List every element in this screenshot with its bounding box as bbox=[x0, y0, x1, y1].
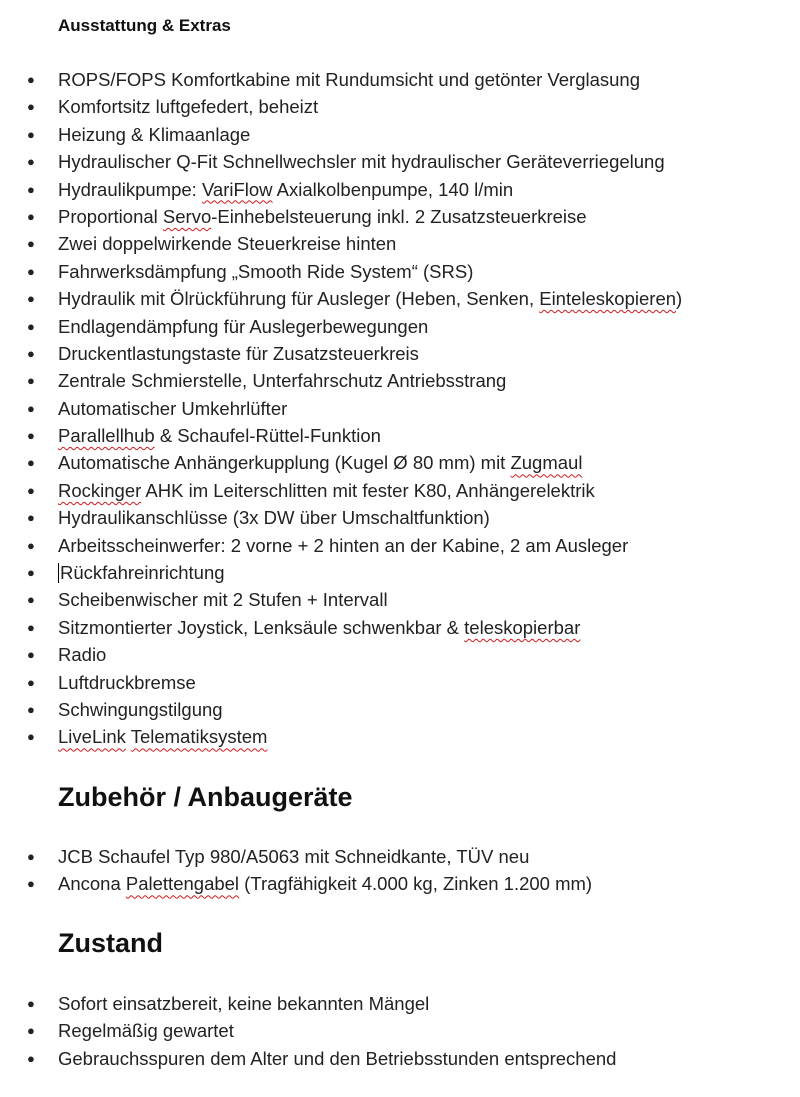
condition-list bbox=[0, 990, 616, 1072]
list-item bbox=[0, 559, 682, 586]
item-text: JCB Schaufel Typ 980/A5063 mit Schneidkante, TÜV neu bbox=[58, 846, 530, 867]
section-heading-accessories: Zubehör / Anbaugeräte bbox=[58, 782, 353, 812]
bullet-icon: ● bbox=[27, 126, 35, 142]
misspelled-word: Palettengabel bbox=[125, 873, 240, 895]
item-text: ) bbox=[676, 288, 683, 310]
item-text: Sofort einsatzbereit, keine bekannten Mängel bbox=[58, 993, 430, 1014]
list-item bbox=[0, 1045, 616, 1072]
accessories-list bbox=[0, 843, 592, 898]
bullet-icon: ● bbox=[27, 373, 35, 389]
section-heading-condition: Zustand bbox=[58, 928, 163, 958]
bullet-icon: ● bbox=[27, 154, 35, 170]
item-text: (Tragfähigkeit 4.000 kg, Zinken 1.200 mm) bbox=[239, 873, 593, 895]
list-item bbox=[0, 340, 682, 367]
list-item bbox=[0, 449, 682, 476]
item-text: Endlagendämpfung für Auslegerbewegungen bbox=[58, 315, 429, 337]
item-text: Rückfahreinrichtung bbox=[60, 562, 225, 584]
misspelled-word: VariFlow bbox=[201, 178, 273, 200]
list-item bbox=[0, 843, 592, 870]
list-item bbox=[0, 93, 682, 120]
bullet-icon: ● bbox=[27, 510, 35, 526]
bullet-icon: ● bbox=[27, 181, 35, 197]
item-text: Gebrauchsspuren dem Alter und den Betriebsstunden entsprechend bbox=[58, 1047, 617, 1069]
item-text: Ancona bbox=[58, 873, 126, 895]
bullet-icon: ● bbox=[27, 482, 35, 498]
item-text: Hydraulikanschlüsse (3x DW über Umschaltfunktion) bbox=[58, 507, 490, 529]
bullet-icon: ● bbox=[27, 592, 35, 608]
misspelled-word: Einteleskopieren bbox=[539, 288, 677, 310]
misspelled-word: teleskopierbar bbox=[464, 616, 581, 638]
bullet-icon: ● bbox=[27, 99, 35, 115]
bullet-icon: ● bbox=[27, 1050, 35, 1066]
bullet-icon: ● bbox=[27, 619, 35, 635]
bullet-icon: ● bbox=[27, 876, 35, 892]
misspelled-word: Parallellhub bbox=[58, 425, 155, 447]
list-item bbox=[0, 422, 682, 449]
bullet-icon: ● bbox=[27, 455, 35, 471]
item-text: Regelmäßig gewartet bbox=[58, 1020, 234, 1042]
item-text: Fahrwerksdämpfung „Smooth Ride System“ (SRS) bbox=[58, 260, 474, 282]
bullet-icon: ● bbox=[27, 537, 35, 553]
item-text: Komfortsitz luftgefedert, beheizt bbox=[58, 96, 319, 118]
bullet-icon: ● bbox=[27, 647, 35, 663]
bullet-icon: ● bbox=[27, 701, 35, 717]
misspelled-word: Telematiksystem bbox=[130, 726, 268, 748]
item-text: Radio bbox=[58, 644, 107, 666]
item-text: Hydraulik mit Ölrückführung für Ausleger (Heben, Senken, bbox=[58, 288, 540, 310]
bullet-icon: ● bbox=[27, 345, 35, 361]
item-text: Hydraulischer Q-Fit Schnellwechsler mit hydraulischer Geräteverriegelung bbox=[58, 151, 665, 173]
misspelled-word: Rockinger bbox=[58, 479, 142, 501]
item-text: Automatischer Umkehrlüfter bbox=[58, 397, 288, 419]
list-item bbox=[0, 121, 682, 148]
bullet-icon: ● bbox=[27, 428, 35, 444]
bullet-icon: ● bbox=[27, 236, 35, 252]
bullet-icon: ● bbox=[27, 291, 35, 307]
bullet-icon: ● bbox=[27, 729, 35, 745]
item-text: Druckentlastungstaste für Zusatzsteuerkreis bbox=[58, 342, 419, 364]
item-text: Sitzmontierter Joystick, Lenksäule schwenkbar & bbox=[58, 616, 465, 638]
list-item bbox=[0, 990, 616, 1017]
misspelled-word: LiveLink bbox=[58, 726, 126, 748]
list-item bbox=[0, 203, 682, 230]
list-item bbox=[0, 1017, 616, 1044]
item-text: Schwingungstilgung bbox=[58, 698, 223, 720]
item-text: Zwei doppelwirkende Steuerkreise hinten bbox=[58, 233, 397, 255]
list-item bbox=[0, 367, 682, 394]
list-item bbox=[0, 176, 682, 203]
item-text: ROPS/FOPS Komfortkabine mit Rundumsicht und getönter Verglasung bbox=[58, 69, 641, 90]
text-cursor bbox=[58, 563, 59, 583]
list-item bbox=[0, 258, 682, 285]
misspelled-word: Servo bbox=[162, 205, 212, 227]
list-item bbox=[0, 641, 682, 668]
list-item bbox=[0, 230, 682, 257]
misspelled-word: Zugmaul bbox=[510, 452, 583, 474]
item-text: Zentrale Schmierstelle, Unterfahrschutz Antriebsstrang bbox=[58, 370, 507, 392]
item-text: Hydraulikpumpe: bbox=[58, 178, 202, 200]
item-text: Scheibenwischer mit 2 Stufen + Intervall bbox=[58, 589, 388, 611]
list-item bbox=[0, 669, 682, 696]
list-item bbox=[0, 532, 682, 559]
list-item bbox=[0, 285, 682, 312]
list-item bbox=[0, 66, 682, 93]
item-text: Luftdruckbremse bbox=[58, 671, 196, 693]
section-heading-equipment: Ausstattung & Extras bbox=[58, 16, 231, 35]
item-text: Heizung & Klimaanlage bbox=[58, 123, 251, 145]
list-item bbox=[0, 504, 682, 531]
list-item bbox=[0, 723, 682, 750]
list-item bbox=[0, 614, 682, 641]
list-item bbox=[0, 696, 682, 723]
list-item bbox=[0, 477, 682, 504]
item-text: -Einhebelsteuerung inkl. 2 Zusatzsteuerkreise bbox=[211, 205, 587, 227]
bullet-icon: ● bbox=[27, 72, 35, 87]
item-text: Proportional bbox=[58, 205, 163, 227]
bullet-icon: ● bbox=[27, 1023, 35, 1039]
list-item bbox=[0, 395, 682, 422]
item-text: & Schaufel-Rüttel-Funktion bbox=[154, 425, 381, 447]
bullet-icon: ● bbox=[27, 400, 35, 416]
list-item bbox=[0, 313, 682, 340]
item-text: Automatische Anhängerkupplung (Kugel Ø 80 mm) mit bbox=[58, 452, 511, 474]
equipment-list bbox=[0, 66, 682, 751]
bullet-icon: ● bbox=[27, 318, 35, 334]
item-text: Axialkolbenpumpe, 140 l/min bbox=[272, 178, 514, 200]
bullet-icon: ● bbox=[27, 674, 35, 690]
bullet-icon: ● bbox=[27, 849, 35, 864]
bullet-icon: ● bbox=[27, 263, 35, 279]
bullet-icon: ● bbox=[27, 208, 35, 224]
item-text: Arbeitsscheinwerfer: 2 vorne + 2 hinten an der Kabine, 2 am Ausleger bbox=[58, 534, 629, 556]
list-item bbox=[0, 148, 682, 175]
item-text: AHK im Leiterschlitten mit fester K80, Anhängerelektrik bbox=[141, 479, 595, 501]
bullet-icon: ● bbox=[27, 996, 35, 1011]
bullet-icon: ● bbox=[27, 565, 35, 581]
list-item bbox=[0, 586, 682, 613]
list-item bbox=[0, 870, 592, 897]
